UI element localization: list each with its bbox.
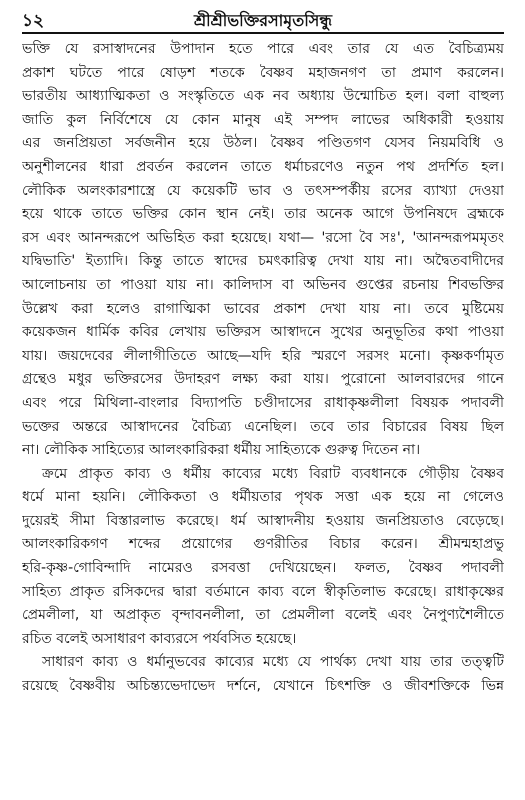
text-line: লৌকিক অলংকারশাস্ত্রে যে কয়েকটি ভাব ও তৎসম্পর্কীয় রসের ব্যাখ্যা দেওয়া xyxy=(22,182,504,199)
text-line: আলোচনায় তা পাওয়া যায় না। কালিদাস বা অভিনব গুপ্তের রচনায় শিবভক্তির xyxy=(22,276,504,293)
text-line: প্রেমলীলা, যা অপ্রাকৃত বৃন্দাবনলীলা, তা প্রেমলীলা বলেই এবং নৈপুণ্যশৈলীতে xyxy=(22,607,504,624)
text-line: যদ্বিভাতি' ইত্যাদি। কিন্তু তাতে স্বাদের চমৎকারিত্ব দেখা যায় না। অদ্বৈতবাদীদের xyxy=(22,253,504,270)
text-line: উল্লেখ করা হলেও রাগাত্মিকা ভাবের প্রকাশ দেখা যায় না। তবে মুষ্টিমেয় xyxy=(22,300,504,317)
text-line: সাহিত্য প্রাকৃত রসিকদের দ্বারা বর্তমানে কাব্য বলে স্বীকৃতিলাভ করেছে। রাধাকৃষ্ণের xyxy=(22,583,504,600)
text-line: আলংকারিকগণ শব্দের প্রয়োগের গুণরীতির বিচার করেন। শ্রীমন্মহাপ্রভু xyxy=(22,536,504,553)
text-line: জাতি কুল নির্বিশেষে যে কোন মানুষ এই সম্পদ লাভের অধিকারী হওয়ায় xyxy=(22,111,504,128)
text-line: এবং পরে মিথিলা-বাংলার বিদ্যাপতি চণ্ডীদাসের রাধাকৃষ্ণলীলা বিষয়ক পদাবলী xyxy=(22,394,504,411)
text-line: সাধারণ কাব্য ও ধর্মানুভবের কাব্যের মধ্যে যে পার্থক্য দেখা যায় তার তত্ত্বটি xyxy=(42,654,504,671)
text-line: না। লৌকিক সাহিত্যের আলংকারিকরা ধর্মীয় সাহিত্যকে গুরুত্ব দিতেন না। xyxy=(22,442,421,459)
text-line: ধর্মে মানা হয়নি। লৌকিকতা ও ধর্মীয়তার পৃথক সত্তা এক হয়ে না গেলেও xyxy=(22,489,504,506)
text-line: প্রকাশ ঘটতে পারে ষোড়শ শতকে বৈষ্ণব মহাজনগণ তা প্রমাণ করলেন। xyxy=(22,64,504,81)
text-line: হরি-কৃষ্ণ-গোবিন্দাদি নামেরও রসবত্তা দেখিয়েছেন। ফলত, বৈষ্ণব পদাবলী xyxy=(22,560,504,577)
text-line: রস এবং আনন্দরূপে অভিহিত করা হয়েছে। যথা— 'রসো বৈ সঃ', 'আনন্দরূপমমৃতং xyxy=(22,229,504,246)
text-line: রয়েছে বৈষ্ণবীয় অচিন্ত্যভেদাভেদ দর্শনে, যেখানে চিৎশক্তি ও জীবশক্তিকে ভিন্ন xyxy=(22,678,504,695)
page-number: ১২ xyxy=(22,11,45,31)
body-text xyxy=(22,38,504,699)
text-line: এর জনপ্রিয়তা সর্বজনীন হয়ে উঠল। বৈষ্ণব পণ্ডিতগণ যেসব নিয়মবিধি ও xyxy=(22,135,504,152)
text-line: দুয়েরই সীমা বিস্তারলাভ করেছে। ধর্ম আস্বাদনীয় হওয়ায় জনপ্রিয়তাও বেড়েছে। xyxy=(22,512,504,529)
text-line: হয়ে থাকে তাতে ভক্তির কোন স্থান নেই। তার অনেক আগে উপনিষদে ব্রহ্মকে xyxy=(22,206,504,223)
text-line: যায়। জয়দেবের লীলাগীতিতে আছে—যদি হরি স্মরণে সরসং মনো। কৃষ্ণকর্ণামৃত xyxy=(22,347,504,364)
text-line: ভক্তি যে রসাস্বাদনের উপাদান হতে পারে এবং তার যে এত বৈচিত্র্যময় xyxy=(22,41,504,57)
text-line: ভক্তের অন্তরে আস্বাদনের বৈচিত্র্য এনেছিল। তবে তার বিচারের বিষয় ছিল xyxy=(22,418,504,435)
page-header xyxy=(22,6,504,32)
text-line: অনুশীলনের ধারা প্রবর্তন করলেন তাতে ধর্মাচরণেও নতুন পথ প্রদর্শিত হল। xyxy=(22,158,504,175)
text-line: রচিত বলেই অসাধারণ কাব্যরসে পর্যবসিত হয়েছে। xyxy=(22,630,297,647)
header-rule xyxy=(22,32,504,34)
running-head: শ্রীশ্রীভক্তিরসামৃতসিন্ধু xyxy=(193,11,333,30)
text-line: ভারতীয় আধ্যাত্মিকতা ও সংস্কৃতিতে এক নব অধ্যায় উন্মোচিত হল। বলা বাহুল্য xyxy=(22,88,504,105)
text-line: কয়েকজন ধার্মিক কবির লেখায় ভক্তিরস আস্বাদনে সুখের অনুভূতির কথা পাওয়া xyxy=(22,324,504,341)
text-line: গ্রন্থেও মধুর ভক্তিরসের উদাহরণ লক্ষ্য করা যায়। পুরোনো আলবারদের গানে xyxy=(22,371,504,388)
text-line: ক্রমে প্রাকৃত কাব্য ও ধর্মীয় কাব্যের মধ্যে বিরাট ব্যবধানকে গৌড়ীয় বৈষ্ণব xyxy=(42,465,504,482)
